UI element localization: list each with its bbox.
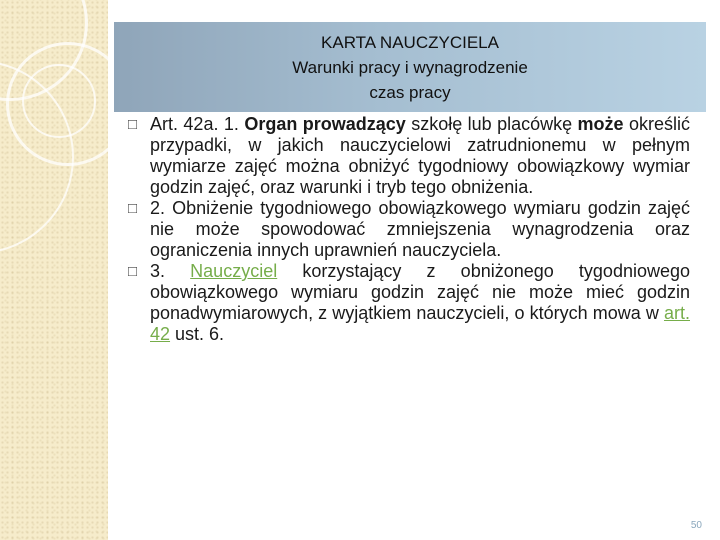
link-art-42[interactable]: art. 42 — [150, 303, 690, 344]
slide-subtitle-2: czas pracy — [369, 83, 451, 102]
paragraph-art-42a-2 — [128, 198, 690, 261]
slide-body — [128, 114, 690, 345]
link-nauczyciel[interactable]: Nauczyciel — [190, 261, 278, 281]
slide-title: KARTA NAUCZYCIELA — [321, 33, 499, 52]
text-segment: określić przypadki, w jakich nauczycielowi zatrudnionemu w pełnym wymiarze zajęć można obniżyć tygodniowy obowiązkowy wymiar godzin zajęć, oraz warunki i tryb tego obniżenia. — [150, 114, 690, 197]
checkbox-bullet-icon: □ — [128, 263, 138, 280]
text-segment: Art. 42a. 1. — [150, 114, 245, 134]
checkbox-bullet-icon: □ — [128, 200, 138, 217]
text-segment: 2. Obniżenie tygodniowego obowiązkowego wymiaru godzin zajęć nie może spowodować zmniejszenia wynagrodzenia oraz ograniczenia innych uprawnień nauczyciela. — [150, 198, 690, 260]
slide-title-band — [114, 22, 706, 112]
text-segment: ust. 6. — [170, 324, 225, 344]
text-segment: 3. — [150, 261, 191, 281]
bold-text-organ: Organ prowadzący — [244, 114, 406, 134]
text-segment: szkołę lub placówkę — [405, 114, 578, 134]
page-number: 50 — [690, 520, 702, 531]
decorative-left-strip — [0, 0, 108, 540]
text-segment: korzystający z obniżonego tygodniowego obowiązkowego wymiaru godzin zajęć nie może mieć godzin ponadwymiarowych, z wyjątkiem nauczycieli, o których mowa w — [150, 261, 691, 323]
paragraph-art-42a-3 — [128, 261, 690, 345]
checkbox-bullet-icon: □ — [128, 116, 138, 133]
slide-subtitle: Warunki pracy i wynagrodzenie — [292, 58, 528, 77]
paragraph-art-42a-1 — [128, 114, 690, 198]
bold-text-moze: może — [577, 114, 624, 134]
